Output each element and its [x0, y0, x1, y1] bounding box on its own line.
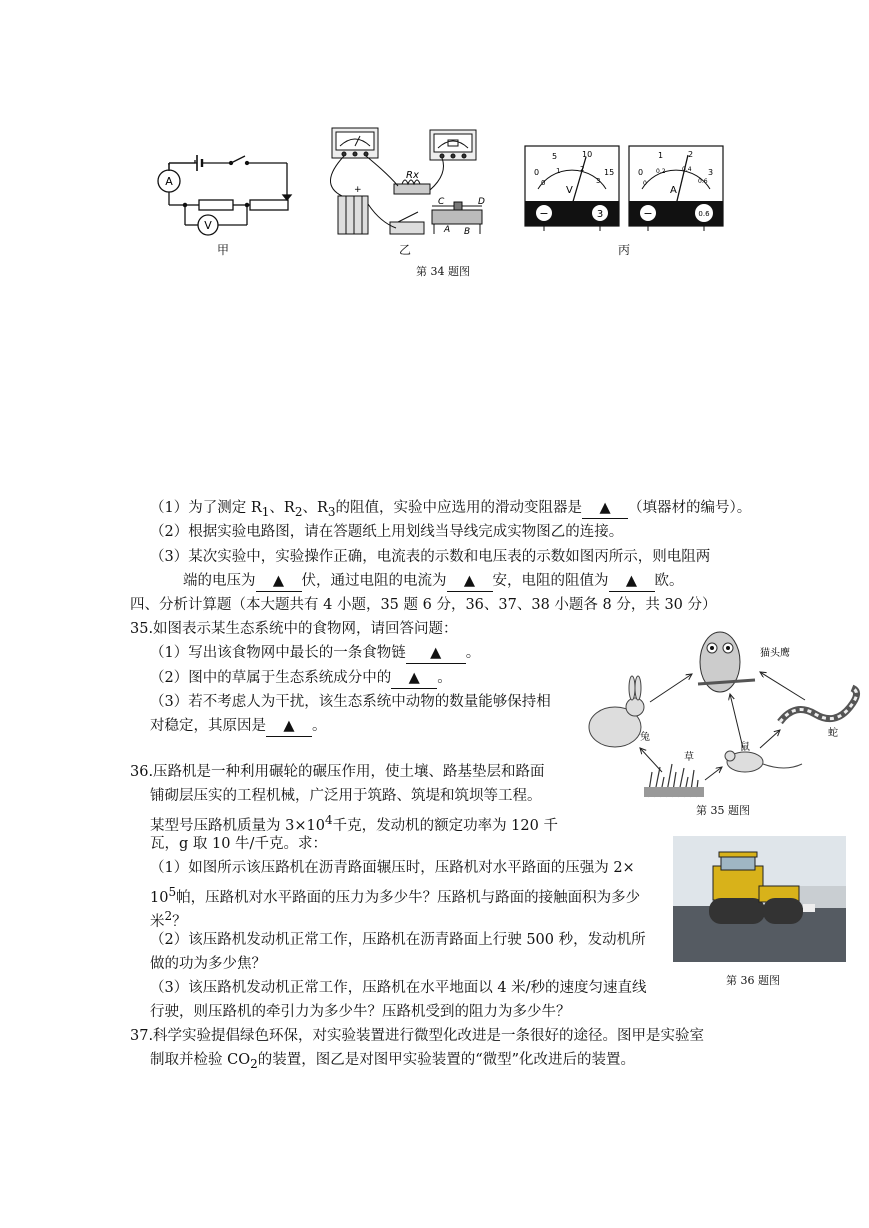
q36-line2: 铺砌层压实的工程机械，广泛用于筑路、筑堤和筑坝等工程。 — [150, 788, 542, 804]
voltmeter-dial — [524, 145, 620, 231]
answer-blank: ▲ — [256, 571, 302, 592]
q36-line5: （1）如图所示该压路机在沥青路面辗压时，压路机对水平路面的压强为 2× — [150, 860, 635, 876]
ammeter-dial — [628, 145, 724, 231]
ammeter-symbol-label: A — [165, 175, 173, 188]
q36-line9: 做的功为多少焦？ — [150, 956, 266, 972]
q36-line6: $10^5$帕，压路机对水平路面的压力为多少牛？压路机与路面的接触面积为多少 — [150, 885, 641, 906]
owl-icon — [698, 632, 755, 692]
snake-label: 蛇 — [828, 728, 838, 739]
answer-blank: ▲ — [609, 571, 655, 592]
grass-icon — [644, 764, 704, 797]
q34-line3: （3）某次实验中，实验操作正确，电流表的示数和电压表的示数如图丙所示，则电阻两 — [150, 549, 711, 565]
voltmeter-symbol-label: V — [204, 219, 212, 232]
q35-line1: （1）写出该食物网中最长的一条食物链 ▲ 。 — [150, 643, 480, 664]
q35-line2: （2）图中的草属于生态系统成分中的 ▲ 。 — [150, 668, 452, 689]
section-four-heading: 四、分析计算题（本大题共有 4 小题，35 题 6 分，36、37、38 小题各 8 分，共 30 分） — [130, 597, 717, 613]
road-roller-photo — [673, 836, 846, 962]
q34-line4: 端的电压为 ▲ 伏，通过电阻的电流为 ▲ 安，电阻的阻值为 ▲ 欧。 — [183, 571, 684, 592]
apparatus-diagram-yi — [318, 124, 493, 244]
fig34-label-bing: 丙 — [618, 243, 631, 257]
fig34-label-jia: 甲 — [217, 243, 230, 257]
answer-blank: ▲ — [266, 716, 312, 737]
fig34-label-yi: 乙 — [399, 243, 412, 257]
v-unit: V — [566, 185, 573, 196]
q37-line2: 制取并检验 $CO_2$的装置，图乙是对图甲实验装置的“微型”化改进后的装置。 — [150, 1052, 636, 1071]
answer-blank: ▲ — [582, 498, 628, 519]
food-web-figure — [580, 622, 865, 800]
v-inner-2: 2 — [580, 165, 585, 173]
q36-line10: （3）该压路机发动机正常工作，压路机在水平地面以 4 米/秒的速度匀速直线 — [150, 980, 647, 996]
a-scale-0: 0 — [638, 168, 644, 177]
a-unit: A — [670, 185, 677, 196]
rx-label: Rx — [406, 170, 419, 181]
answer-blank: ▲ — [406, 643, 466, 664]
q36-line4: 瓦，g 取 10 牛/千克。求： — [150, 836, 327, 852]
terminal-c-label: C — [438, 197, 445, 207]
fig35-caption: 第 35 题图 — [696, 804, 750, 817]
mouse-icon — [725, 751, 802, 772]
answer-blank: ▲ — [391, 668, 437, 689]
q35-line3: （3）若不考虑人为干扰，该生态系统中动物的数量能够保持相 — [150, 694, 551, 710]
a-scale-2: 2 — [688, 150, 694, 159]
terminal-a-label: A — [444, 225, 451, 235]
q36-line8: （2）该压路机发动机正常工作，压路机在沥青路面上行驶 500 秒，发动机所 — [150, 932, 646, 948]
fig36-caption: 第 36 题图 — [726, 974, 780, 987]
a-scale-1: 1 — [658, 151, 664, 160]
q35-heading: 35.如图表示某生态系统中的食物网，请回答问题： — [130, 621, 458, 637]
v-scale-5: 5 — [552, 152, 558, 161]
q36-line11: 行驶，则压路机的牵引力为多少牛？压路机受到的阻力为多少牛？ — [150, 1004, 571, 1020]
q36-line3: 某型号压路机质量为 $3\times 10^4$千克，发动机的额定功率为 120 千 — [150, 813, 558, 834]
v-inner-1: 1 — [556, 167, 561, 175]
a-06-terminal: 0.6 — [698, 210, 710, 218]
rabbit-label: 兔 — [640, 732, 650, 743]
v-scale-15: 15 — [604, 168, 615, 177]
mouse-label: 鼠 — [740, 742, 750, 753]
v-scale-10: 10 — [582, 150, 593, 159]
a-inner-02: 0.2 — [656, 168, 666, 175]
q35-line4: 对稳定，其原因是 ▲ 。 — [150, 716, 327, 737]
v-scale-0: 0 — [534, 168, 540, 177]
answer-blank: ▲ — [447, 571, 493, 592]
a-inner-06: 0.6 — [698, 178, 708, 185]
q36-line1: 36.压路机是一种利用碾轮的碾压作用，使土壤、路基垫层和路面 — [130, 764, 545, 780]
q36-line7: 米$^2$？ — [150, 909, 187, 930]
terminal-d-label: D — [478, 197, 485, 207]
v-inner-0: 0 — [541, 179, 546, 187]
v-3-terminal: 3 — [596, 209, 604, 220]
rabbit-icon — [589, 676, 644, 747]
a-minus-terminal: − — [643, 207, 653, 220]
v-inner-3: 3 — [596, 177, 601, 185]
owl-label: 猫头鹰 — [760, 648, 790, 659]
snake-icon — [780, 688, 857, 722]
a-inner-0: 0 — [643, 180, 647, 187]
battery-plus-sign: + — [354, 185, 362, 195]
q37-line1: 37.科学实验提倡绿色环保，对实验装置进行微型化改进是一条很好的途径。图甲是实验室 — [130, 1028, 705, 1044]
v-minus-terminal: − — [539, 207, 549, 220]
grass-label: 草 — [684, 752, 694, 763]
q34-line1: （1）为了测定 $R_1$、$R_2$、$R_3$的阻值，实验中应选用的滑动变阻器是 ▲ （填器材的编号）。 — [150, 500, 752, 519]
a-scale-3: 3 — [708, 168, 714, 177]
q34-line2: （2）根据实验电路图，请在答题纸上用划线当导线完成实物图乙的连接。 — [150, 524, 624, 540]
a-inner-04: 0.4 — [682, 166, 692, 173]
circuit-diagram-jia — [155, 145, 295, 245]
terminal-b-label: B — [464, 227, 471, 237]
fig34-caption: 第 34 题图 — [416, 265, 470, 278]
